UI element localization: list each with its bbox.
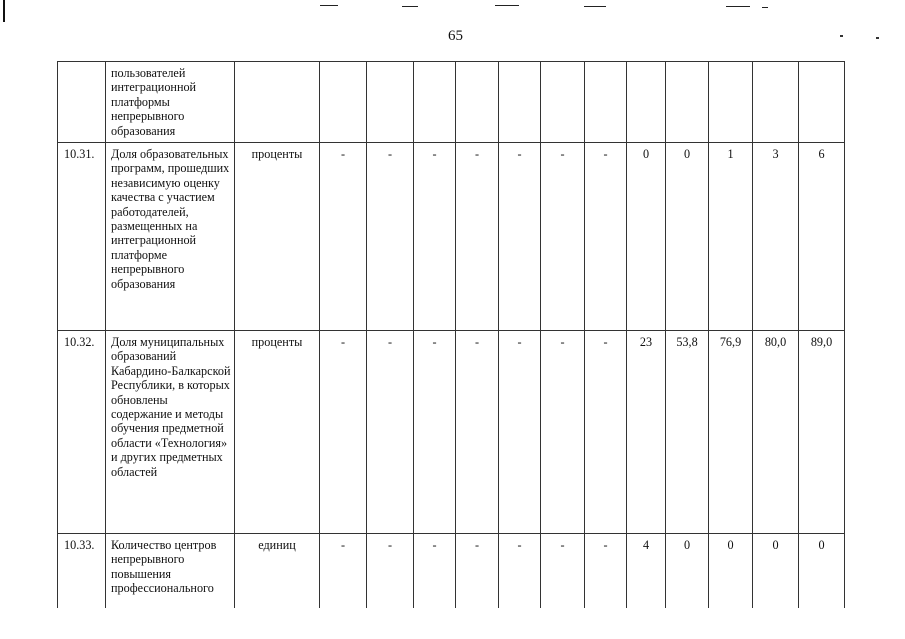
value-cell: -: [367, 331, 414, 534]
value-cell: 4: [627, 534, 666, 609]
value-cell: 0: [709, 534, 753, 609]
row-number-cell: [58, 62, 106, 143]
value-cell: 6: [799, 143, 845, 331]
scan-edge-mark: [3, 0, 5, 22]
scan-artifact-line: [320, 5, 338, 6]
value-cell: -: [585, 534, 627, 609]
value-cell: -: [541, 331, 585, 534]
value-cell: 1: [709, 143, 753, 331]
value-cell: [666, 62, 709, 143]
value-cell: 0: [799, 534, 845, 609]
value-cell: -: [320, 534, 367, 609]
value-cell: [456, 62, 499, 143]
value-cell: -: [456, 143, 499, 331]
value-cell: 3: [753, 143, 799, 331]
scan-speck: [840, 35, 843, 37]
value-cell: 76,9: [709, 331, 753, 534]
value-cell: -: [456, 534, 499, 609]
value-cell: -: [414, 143, 456, 331]
value-cell: 0: [627, 143, 666, 331]
value-cell: [541, 62, 585, 143]
scan-artifact-line: [762, 7, 768, 8]
value-cell: -: [499, 143, 541, 331]
indicator-name-cell: пользователей интеграционной платформы непрерывного образования: [106, 62, 235, 143]
unit-cell: [235, 62, 320, 143]
value-cell: 0: [666, 534, 709, 609]
value-cell: [585, 62, 627, 143]
value-cell: -: [320, 331, 367, 534]
value-cell: [709, 62, 753, 143]
value-cell: [753, 62, 799, 143]
value-cell: -: [541, 143, 585, 331]
scan-artifact-line: [584, 6, 606, 7]
value-cell: -: [541, 534, 585, 609]
indicators-table: [57, 61, 845, 608]
scan-artifact-line: [495, 5, 519, 6]
value-cell: -: [320, 143, 367, 331]
value-cell: -: [414, 331, 456, 534]
value-cell: -: [585, 331, 627, 534]
value-cell: [799, 62, 845, 143]
indicator-name-cell: Количество центров непрерывного повышения профессионального: [106, 534, 235, 609]
value-cell: -: [499, 534, 541, 609]
unit-cell: единиц: [235, 534, 320, 609]
value-cell: [627, 62, 666, 143]
value-cell: [499, 62, 541, 143]
value-cell: 23: [627, 331, 666, 534]
value-cell: -: [456, 331, 499, 534]
value-cell: 53,8: [666, 331, 709, 534]
table-row: [58, 62, 845, 143]
indicator-name-cell: Доля муниципальных образований Кабардино-Балкарской Республики, в которых обновлены содержание и методы обучения предметной области «Технология» и других предметных областей: [106, 331, 235, 534]
table-row: [58, 331, 845, 534]
value-cell: -: [367, 534, 414, 609]
value-cell: -: [585, 143, 627, 331]
row-number-cell: 10.32.: [58, 331, 106, 534]
value-cell: [320, 62, 367, 143]
scan-speck: [876, 37, 879, 39]
row-number-cell: 10.31.: [58, 143, 106, 331]
scan-artifact-line: [402, 6, 418, 7]
scan-artifact-line: [726, 6, 750, 7]
value-cell: 80,0: [753, 331, 799, 534]
value-cell: [414, 62, 456, 143]
value-cell: -: [367, 143, 414, 331]
unit-cell: проценты: [235, 143, 320, 331]
unit-cell: проценты: [235, 331, 320, 534]
value-cell: -: [414, 534, 456, 609]
table-row: [58, 534, 845, 609]
page-number: 65: [448, 28, 463, 44]
row-number-cell: 10.33.: [58, 534, 106, 609]
indicator-name-cell: Доля образовательных программ, прошедших независимую оценку качества с участием работодателей, размещенных на интеграционной платформе непрерывного образования: [106, 143, 235, 331]
value-cell: [367, 62, 414, 143]
value-cell: 0: [666, 143, 709, 331]
table-row: [58, 143, 845, 331]
value-cell: 0: [753, 534, 799, 609]
value-cell: 89,0: [799, 331, 845, 534]
value-cell: -: [499, 331, 541, 534]
